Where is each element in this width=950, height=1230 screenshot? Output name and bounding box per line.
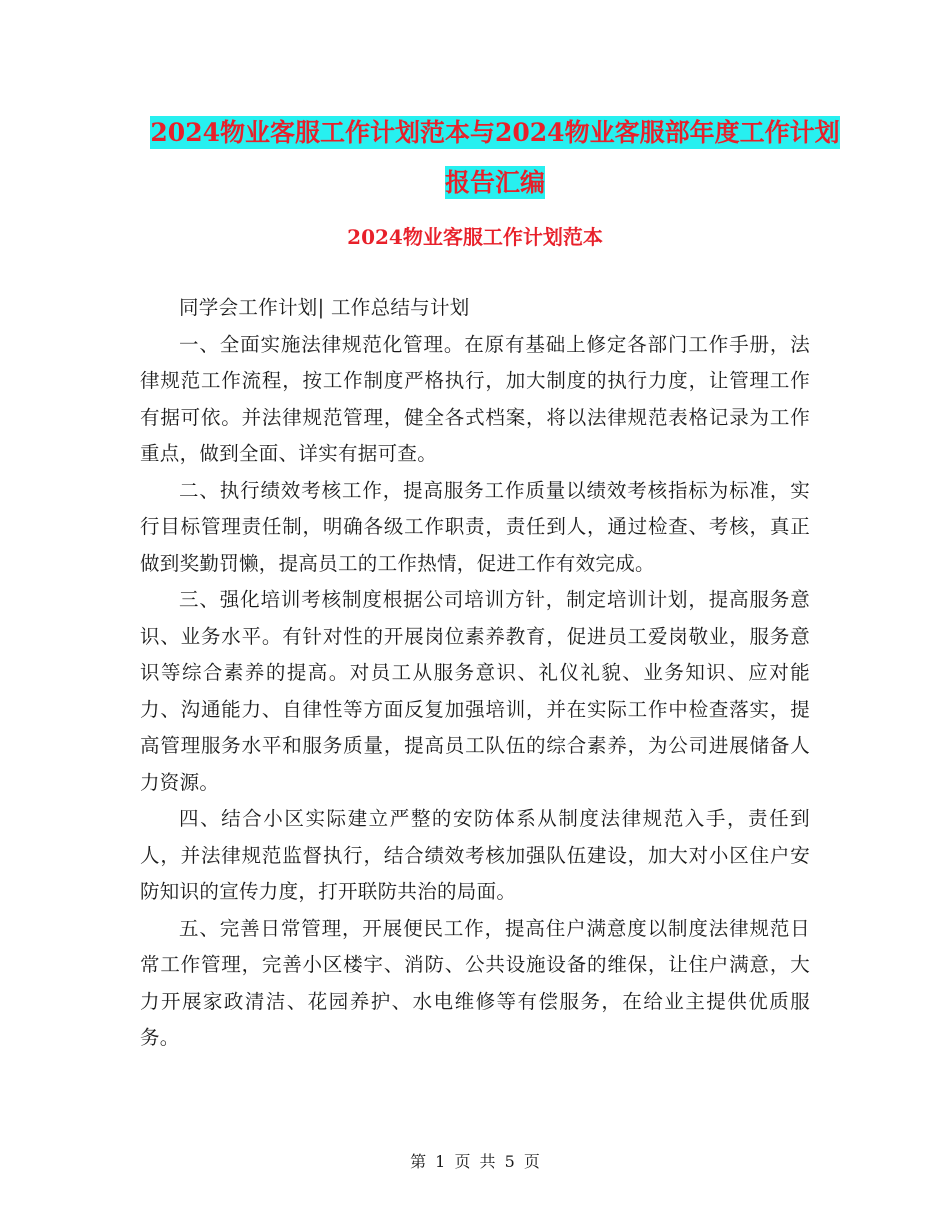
paragraph-subheading: 同学会工作计划| 工作总结与计划 — [179, 296, 470, 319]
paragraph-5: 五、完善日常管理，开展便民工作，提高住户满意度以制度法律规范日常工作管理，完善小区楼宇、消防、公共设施设备的维保，让住户满意，大力开展家政清洁、花园养护、水电维修等有偿服务，在给业主提供优质服务。 — [140, 916, 810, 1049]
section-title: 2024物业客服工作计划范本 — [347, 225, 603, 249]
document-title-text: 2024物业客服工作计划范本与2024物业客服部年度工作计划报告汇编 — [150, 118, 840, 197]
paragraph-1: 一、全面实施法律规范化管理。在原有基础上修定各部门工作手册，法律规范工作流程，按工作制度严格执行，加大制度的执行力度，让管理工作有据可依。并法律规范管理，健全各式档案，将以法律规范表格记录为工作重点，做到全面、详实有据可查。 — [140, 332, 810, 465]
paragraph-2: 二、执行绩效考核工作，提高服务工作质量以绩效考核指标为标准，实行目标管理责任制，明确各级工作职责，责任到人，通过检查、考核，真正做到奖勤罚懒，提高员工的工作热情，促进工作有效完成。 — [140, 478, 810, 575]
document-title — [150, 108, 840, 208]
paragraph-3: 三、强化培训考核制度根据公司培训方针，制定培训计划，提高服务意识、业务水平。有针对性的开展岗位素养教育，促进员工爱岗敬业，服务意识等综合素养的提高。对员工从服务意识、礼仪礼貌、业务知识、应对能力、沟通能力、自律性等方面反复加强培训，并在实际工作中检查落实，提高管理服务水平和服务质量，提高员工队伍的综合素养，为公司进展储备人力资源。 — [140, 588, 810, 794]
document-body — [140, 290, 810, 1057]
page-number-footer: 第 1 页 共 5 页 — [410, 1152, 540, 1171]
paragraph-4: 四、结合小区实际建立严整的安防体系从制度法律规范入手，责任到人，并法律规范监督执行，结合绩效考核加强队伍建设，加大对小区住户安防知识的宣传力度，打开联防共治的局面。 — [140, 807, 810, 903]
